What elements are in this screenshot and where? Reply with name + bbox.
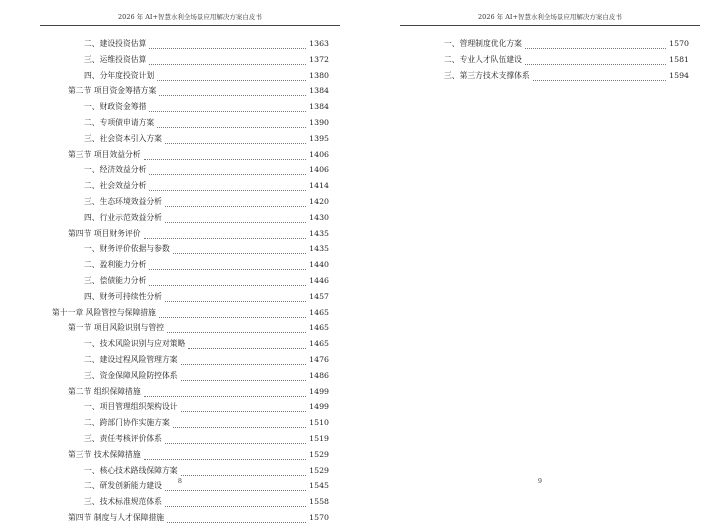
toc-entry[interactable] (52, 306, 329, 318)
toc-entry[interactable] (84, 290, 329, 302)
toc-dot-leader (149, 278, 306, 286)
toc-dot-leader (533, 73, 666, 81)
toc-entry-page: 1435 (309, 244, 329, 254)
toc-entry-page: 1476 (309, 355, 329, 364)
toc-dot-leader (188, 341, 306, 349)
page-number: 9 (537, 477, 543, 485)
toc-entry-title: 第三节 技术保障措施 (68, 449, 141, 459)
toc-entry-page: 1457 (309, 291, 329, 301)
toc-entry[interactable] (68, 385, 329, 397)
toc-entry-page: 1446 (309, 276, 329, 285)
toc-dot-leader (157, 120, 306, 128)
toc-entry-title: 四、分年度投资计划 (84, 70, 155, 80)
toc-entry[interactable] (84, 337, 329, 349)
toc-entry[interactable] (68, 321, 329, 333)
toc-entry-page: 1406 (309, 149, 329, 159)
toc-dot-leader (165, 499, 306, 507)
toc-entry-title: 二、跨部门协作实施方案 (84, 418, 170, 428)
toc-entry[interactable] (84, 69, 329, 81)
toc-entry-page: 1570 (309, 513, 329, 522)
toc-entry-page: 1414 (309, 181, 329, 191)
toc-entry-title: 一、管理制度优化方案 (444, 39, 522, 48)
toc-entry[interactable] (444, 37, 689, 49)
toc-entry[interactable] (68, 511, 329, 523)
toc-entry[interactable] (84, 116, 329, 128)
toc-entry-title: 一、财务评价依据与参数 (84, 244, 170, 254)
left-page (0, 0, 360, 522)
toc-dot-leader (149, 41, 306, 49)
toc-entry[interactable] (84, 274, 329, 286)
toc-entry-page: 1570 (669, 39, 689, 48)
toc-entry[interactable] (84, 416, 329, 428)
toc-entry[interactable] (84, 37, 329, 49)
toc-dot-leader (173, 420, 306, 428)
toc-dot-leader (165, 294, 306, 302)
toc-dot-leader (159, 310, 306, 318)
toc-dot-leader (144, 389, 307, 397)
toc-entry[interactable] (68, 227, 329, 239)
toc-entry-title: 三、技术标准规范体系 (84, 497, 162, 507)
toc-entry-title: 第二节 组织保障措施 (68, 386, 141, 396)
toc-dot-leader (525, 57, 666, 65)
toc-entry-page: 1395 (309, 133, 329, 143)
toc-entry-page: 1465 (309, 339, 329, 349)
toc-entry-title: 三、资金保障风险防控体系 (84, 370, 178, 380)
toc-dot-leader (165, 436, 306, 444)
toc-entry-page: 1594 (669, 70, 689, 80)
toc-entry[interactable] (84, 369, 329, 381)
toc-entry[interactable] (84, 353, 329, 365)
toc-entry-page: 1510 (309, 418, 329, 428)
toc-dot-leader (181, 357, 307, 365)
toc-dot-leader (181, 373, 307, 381)
toc-entry[interactable] (84, 432, 329, 444)
toc-entry-title: 四、财务可持续性分析 (84, 291, 162, 301)
toc-entry-page: 1581 (669, 54, 689, 64)
toc-dot-leader (149, 167, 306, 175)
toc-entry-title: 三、生态环境效益分析 (84, 197, 162, 206)
toc-dot-leader (181, 404, 307, 412)
toc-entry[interactable] (68, 148, 329, 160)
toc-entry-title: 三、社会资本引入方案 (84, 133, 162, 143)
toc-entry-title: 一、核心技术路线保障方案 (84, 465, 178, 475)
toc-dot-leader (165, 199, 306, 207)
toc-entry-page: 1529 (309, 449, 329, 459)
toc-entry[interactable] (444, 53, 689, 65)
toc-entry[interactable] (84, 100, 329, 112)
toc-dot-leader (144, 152, 307, 160)
toc-entry[interactable] (84, 400, 329, 412)
toc-entry-page: 1384 (309, 86, 329, 96)
toc-entry-page: 1558 (309, 497, 329, 507)
toc-entry-title: 二、社会效益分析 (84, 181, 147, 191)
toc-entry-title: 一、技术风险识别与应对策略 (84, 339, 186, 349)
toc-entry-page: 1465 (309, 307, 329, 317)
toc-entry[interactable] (84, 132, 329, 144)
toc-entry-title: 一、经济效益分析 (84, 165, 147, 175)
toc-dot-leader (167, 325, 306, 333)
toc-entry-title: 一、项目管理组织架构设计 (84, 402, 178, 412)
toc-entry[interactable] (84, 464, 329, 476)
toc-entry-title: 二、专业人才队伍建设 (444, 54, 522, 64)
toc-dot-leader (149, 262, 306, 270)
toc-entry[interactable] (84, 211, 329, 223)
toc-dot-leader (165, 136, 306, 144)
toc-entry[interactable] (84, 53, 329, 65)
toc-entry-title: 一、财政资金筹措 (84, 102, 147, 112)
toc-dot-leader (525, 41, 666, 49)
toc-entry-title: 三、第三方技术支撑体系 (444, 70, 530, 80)
toc-dot-leader (181, 468, 307, 476)
toc-entry-page: 1499 (309, 402, 329, 412)
toc-dot-leader (149, 183, 306, 191)
toc-entry-page: 1380 (309, 70, 329, 80)
toc-dot-leader (144, 231, 307, 239)
toc-entry-title: 三、偿债能力分析 (84, 276, 147, 285)
toc-entry-page: 1406 (309, 165, 329, 175)
toc-dot-leader (165, 215, 306, 223)
toc-entry[interactable] (444, 69, 689, 81)
toc-entry-page: 1363 (309, 39, 329, 48)
toc-entry[interactable] (84, 495, 329, 507)
toc-dot-leader (149, 104, 306, 112)
toc-entry-title: 四、行业示范效益分析 (84, 212, 162, 222)
toc-entry-page: 1545 (309, 481, 329, 491)
page-header: 2026 年 AI+智慧水利全场景应用解决方案白皮书 (40, 12, 340, 26)
toc-entry-page: 1435 (309, 228, 329, 238)
toc-entry-page: 1465 (309, 323, 329, 333)
toc-entry-page: 1372 (309, 54, 329, 64)
toc-entry-title: 第二节 项目资金筹措方案 (68, 86, 157, 96)
toc-dot-leader (149, 57, 306, 65)
toc-entry[interactable] (84, 163, 329, 175)
toc-entry-title: 三、责任考核评价体系 (84, 434, 162, 443)
toc-dot-leader (173, 246, 306, 254)
page-number: 8 (177, 477, 183, 485)
toc-entry[interactable] (84, 242, 329, 254)
toc-entry-title: 第十一章 风险管控与保障措施 (52, 307, 156, 317)
toc-entry-page: 1440 (309, 260, 329, 270)
toc-entry-page: 1390 (309, 118, 329, 127)
toc-entry-title: 第一节 项目风险识别与管控 (68, 323, 165, 333)
toc-entry-title: 三、运维投资估算 (84, 54, 147, 64)
toc-entry-title: 二、建设投资估算 (84, 39, 147, 48)
toc-entry-page: 1384 (309, 102, 329, 112)
toc-dot-leader (167, 515, 306, 523)
toc-entry[interactable] (84, 258, 329, 270)
toc-entry-title: 二、盈利能力分析 (84, 260, 147, 270)
toc-entry-page: 1519 (309, 434, 329, 443)
toc-entry-title: 二、建设过程风险管理方案 (84, 355, 178, 364)
toc-entry-title: 第四节 制度与人才保障措施 (68, 513, 165, 522)
toc-entry[interactable] (84, 179, 329, 191)
toc-entry-page: 1430 (309, 212, 329, 222)
toc-dot-leader (159, 88, 306, 96)
toc-entry[interactable] (84, 195, 329, 207)
toc-dot-leader (157, 73, 306, 81)
toc-dot-leader (144, 452, 307, 460)
toc-entry-title: 二、专项债申请方案 (84, 118, 155, 127)
toc-entry-title: 第四节 项目财务评价 (68, 228, 141, 238)
right-page (360, 0, 720, 511)
toc-entry-title: 第三节 项目效益分析 (68, 149, 141, 159)
toc-entry-page: 1486 (309, 370, 329, 380)
toc-entry[interactable] (68, 84, 329, 96)
toc-entry-title: 二、研发创新能力建设 (84, 481, 162, 491)
toc-entry[interactable] (68, 448, 329, 460)
toc-entry-page: 1420 (309, 197, 329, 206)
page-header: 2026 年 AI+智慧水利全场景应用解决方案白皮书 (400, 12, 700, 26)
toc-entry-page: 1529 (309, 465, 329, 475)
toc-entry-page: 1499 (309, 386, 329, 396)
